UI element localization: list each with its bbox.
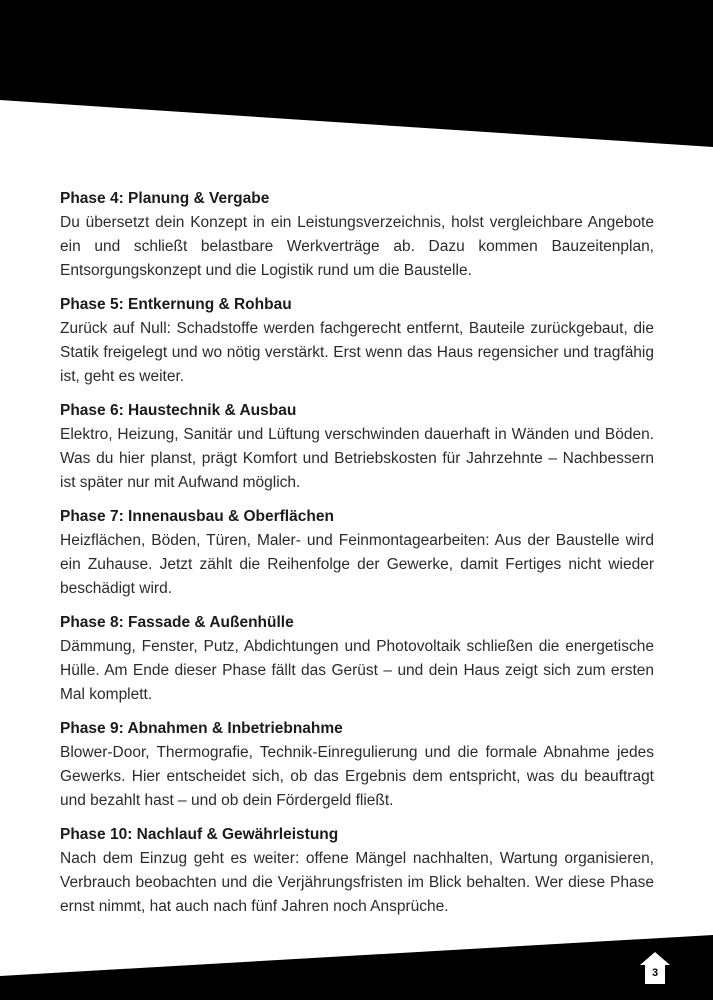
phase-text: Blower-Door, Thermografie, Technik-Einregulierung und die formale Abnahme jedes Gewerks. Hier entscheidet sich, ob das Ergebnis dem entspricht, was du beauftragt und bezahlt hast – und ob dein Fördergeld fließt. — [60, 744, 654, 809]
bottom-black-band — [0, 930, 713, 1000]
phase-text: Heizflächen, Böden, Türen, Maler- und Feinmontagearbeiten: Aus der Baustelle wird ein Zuhause. Jetzt zählt die Reihenfolge der Gewerke, damit Fertiges nicht wieder beschädigt wird. — [60, 532, 654, 597]
top-black-band — [0, 0, 713, 150]
phase-title: Phase 8: Fassade & Außenhülle — [60, 614, 294, 631]
phase-title: Phase 4: Planung & Vergabe — [60, 190, 270, 207]
phase-title: Phase 7: Innenausbau & Oberflächen — [60, 508, 334, 525]
page-number-badge — [639, 951, 671, 985]
phase-text: Nach dem Einzug geht es weiter: offene Mängel nachhalten, Wartung organisieren, Verbrauch beobachten und die Verjährungsfristen im Blick behalten. Wer diese Phase ernst nimmt, hat auch nach fünf Jahren noch Ansprüche. — [60, 850, 654, 915]
phase-section — [60, 187, 654, 283]
phase-section — [60, 293, 654, 389]
phase-section — [60, 505, 654, 601]
document-body — [60, 187, 654, 929]
phase-title: Phase 5: Entkernung & Rohbau — [60, 296, 292, 313]
page-number: 3 — [651, 967, 659, 979]
phase-section — [60, 399, 654, 495]
phase-text: Zurück auf Null: Schadstoffe werden fachgerecht entfernt, Bauteile zurückgebaut, die Statik freigelegt und wo nötig verstärkt. Erst wenn das Haus regensicher und tragfähig ist, geht es weiter. — [60, 320, 654, 385]
phase-title: Phase 6: Haustechnik & Ausbau — [60, 402, 297, 419]
phase-title: Phase 9: Abnahmen & Inbetriebnahme — [60, 720, 343, 737]
phase-section — [60, 611, 654, 707]
phase-text: Dämmung, Fenster, Putz, Abdichtungen und Photovoltaik schließen die energetische Hülle. Am Ende dieser Phase fällt das Gerüst – und dein Haus zeigt sich zum ersten Mal komplett. — [60, 638, 654, 703]
phase-section — [60, 823, 654, 919]
phase-text: Du übersetzt dein Konzept in ein Leistungsverzeichnis, holst vergleichbare Angebote ein und schließt belastbare Werkverträge ab. Dazu kommen Bauzeitenplan, Entsorgungskonzept und die Logistik rund um die Baustelle. — [60, 214, 654, 279]
phase-text: Elektro, Heizung, Sanitär und Lüftung verschwinden dauerhaft in Wänden und Böden. Was du hier planst, prägt Komfort und Betriebskosten für Jahrzehnte – Nachbessern ist später nur mit Aufwand möglich. — [60, 426, 654, 491]
phase-title: Phase 10: Nachlauf & Gewährleistung — [60, 826, 339, 843]
phase-section — [60, 717, 654, 813]
